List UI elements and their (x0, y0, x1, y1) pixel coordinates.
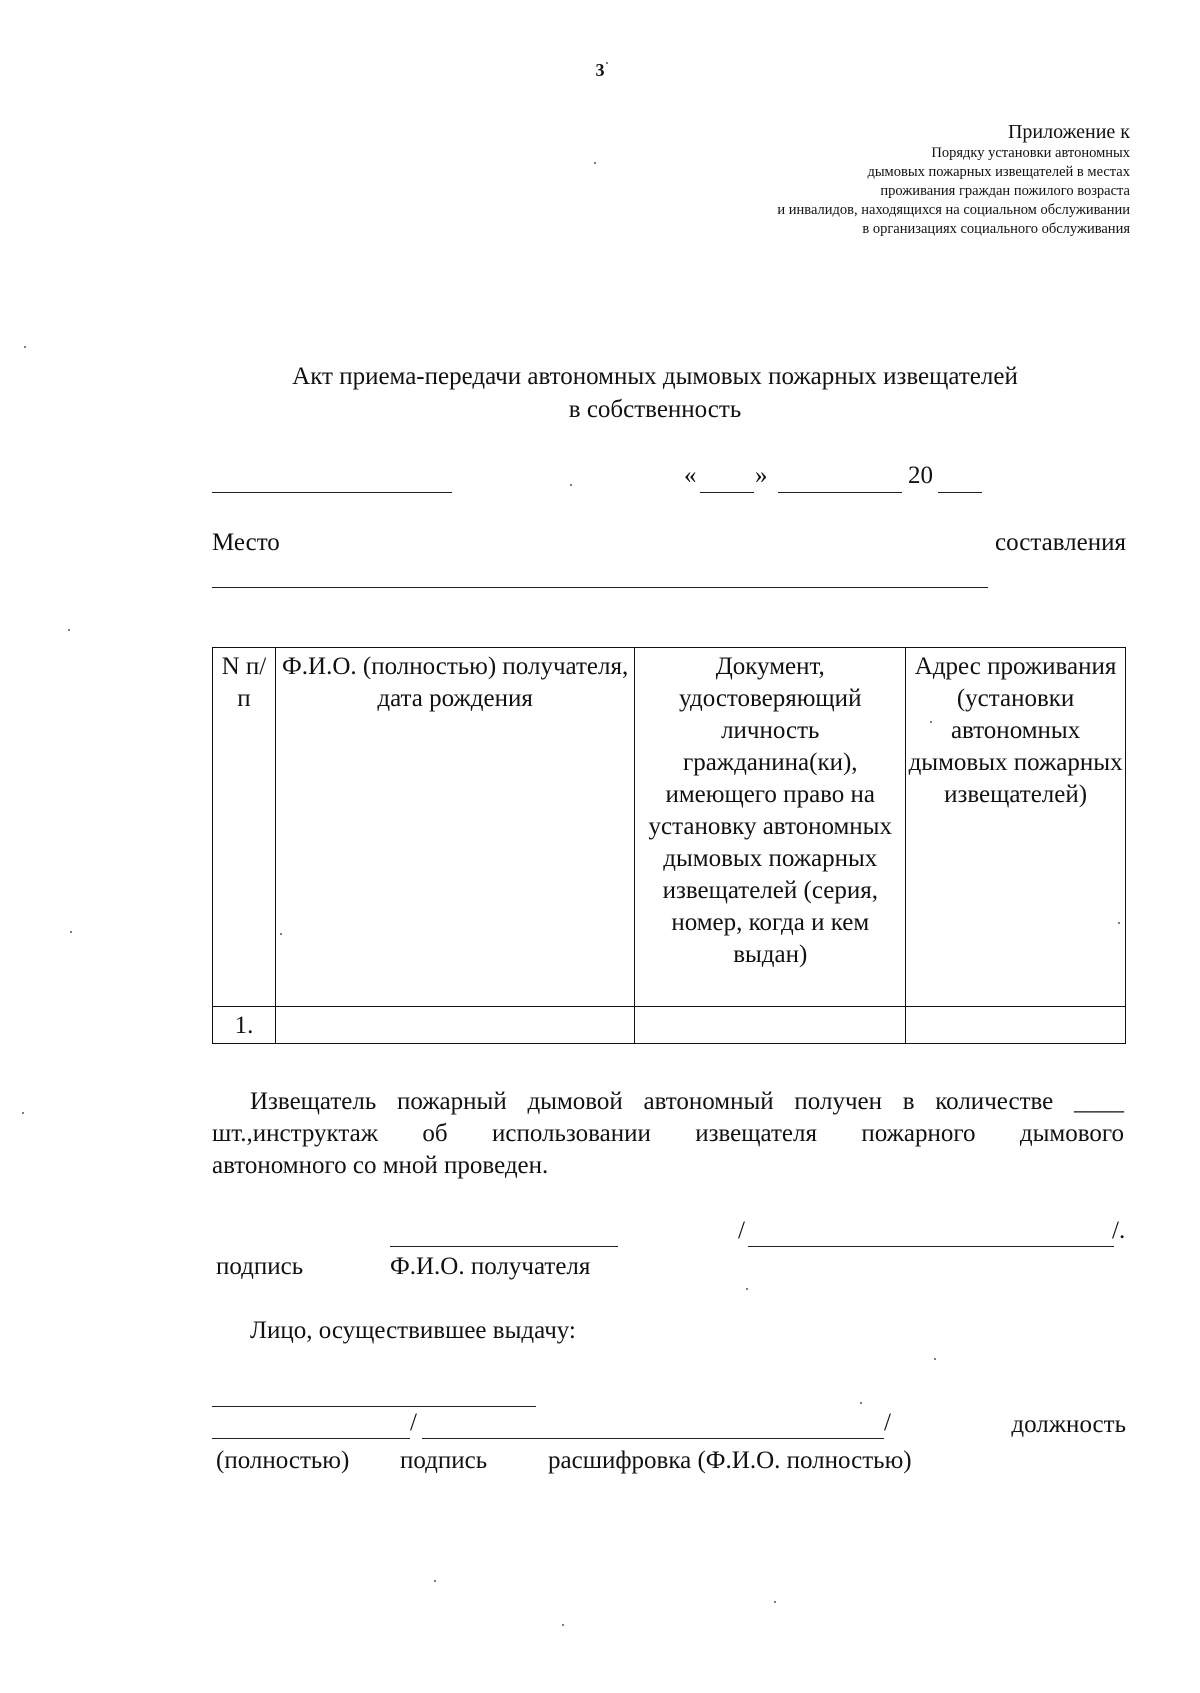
place-label-left: Место (212, 529, 280, 556)
header-identity-document: Документ, удостоверяющий личность гражданина(ки), имеющего право на установку автономных дымовых пожарных извещателей (серия, номер, когда и кем выдан) (635, 648, 906, 1007)
scan-speck (70, 931, 72, 933)
recipient-slash-close: /. (1112, 1217, 1126, 1244)
scan-speck (930, 721, 932, 723)
scan-speck (594, 162, 596, 164)
statement-line-2: шт.,инструктаж об использовании извещателя пожарного дымового (212, 1120, 1124, 1147)
appendix-line: дымовых пожарных извещателей в местах (867, 164, 1130, 180)
scan-speck (746, 1288, 748, 1290)
issuer-position-label: должность (1011, 1411, 1126, 1438)
cell-full-name (275, 1007, 634, 1044)
date-day-blank (700, 492, 754, 493)
date-year-prefix: 20 (908, 462, 933, 489)
date-open-quote: « (684, 462, 697, 489)
statement-line-3: автономного со мной проведен. (212, 1152, 549, 1179)
recipient-signature-label: подпись (216, 1253, 304, 1280)
page-number: 3 (595, 60, 605, 80)
statement-line-1: Извещатель пожарный дымовой автономный получен в количестве ____ (250, 1088, 1124, 1115)
recipient-slash-open: / (738, 1217, 745, 1244)
appendix-line: Порядку установки автономных (931, 145, 1130, 161)
recipient-name-label: Ф.И.О. получателя (390, 1253, 591, 1280)
statement-paragraph (212, 1086, 1124, 1182)
place-fill-line (212, 587, 988, 588)
title-line-1: Акт приема-передачи автономных дымовых пожарных извещателей (292, 363, 1018, 390)
issuer-position-line (212, 1406, 536, 1407)
scan-speck (68, 629, 70, 631)
cell-document (635, 1007, 906, 1044)
issuer-decode-label: расшифровка (Ф.И.О. полностью) (548, 1447, 912, 1474)
place-blank-line (212, 492, 452, 493)
issuer-signature-label: подпись (400, 1447, 488, 1474)
appendix-line: проживания граждан пожилого возраста (880, 183, 1130, 199)
issuer-heading: Лицо, осуществившее выдачу: (250, 1317, 576, 1344)
appendix-note (777, 120, 1130, 239)
appendix-line: в организациях социального обслуживания (862, 221, 1130, 237)
header-address: Адрес проживания (установки автономных дымовых пожарных извещателей) (906, 648, 1126, 1007)
scan-speck (570, 484, 572, 486)
scan-speck (562, 1624, 564, 1626)
header-number: N п/п (213, 648, 276, 1007)
scan-speck (1118, 922, 1120, 924)
table-header-row (213, 648, 1126, 1007)
date-year-blank (938, 492, 982, 493)
date-month-blank (778, 492, 902, 493)
issuer-full-label: (полностью) (216, 1447, 350, 1474)
issuer-slash-2: / (884, 1409, 891, 1436)
scan-speck (22, 1112, 24, 1114)
issuer-signature-line (212, 1438, 410, 1439)
issuer-slash-1: / (410, 1409, 417, 1436)
appendix-line: и инвалидов, находящихся на социальном обслуживании (777, 202, 1130, 218)
scan-speck (280, 933, 282, 935)
scan-speck (934, 1358, 936, 1360)
scan-speck (434, 1580, 436, 1582)
scan-speck (774, 1601, 776, 1603)
date-close-quote: » (755, 462, 768, 489)
recipients-table (212, 647, 1126, 1044)
table-row (213, 1007, 1126, 1044)
scan-speck (606, 62, 608, 64)
cell-number: 1. (213, 1007, 276, 1044)
recipient-name-line (748, 1246, 1114, 1247)
issuer-decode-line (422, 1438, 884, 1439)
header-full-name: Ф.И.О. (полностью) получателя, дата рождения (275, 648, 634, 1007)
scan-speck (860, 1402, 862, 1404)
scan-speck (24, 346, 26, 348)
appendix-line: Приложение к (1007, 121, 1130, 143)
title-line-2: в собственность (568, 396, 742, 423)
recipient-signature-line (390, 1246, 618, 1247)
document-title (215, 360, 1095, 426)
cell-address (906, 1007, 1126, 1044)
place-label-right: составления (995, 529, 1126, 556)
